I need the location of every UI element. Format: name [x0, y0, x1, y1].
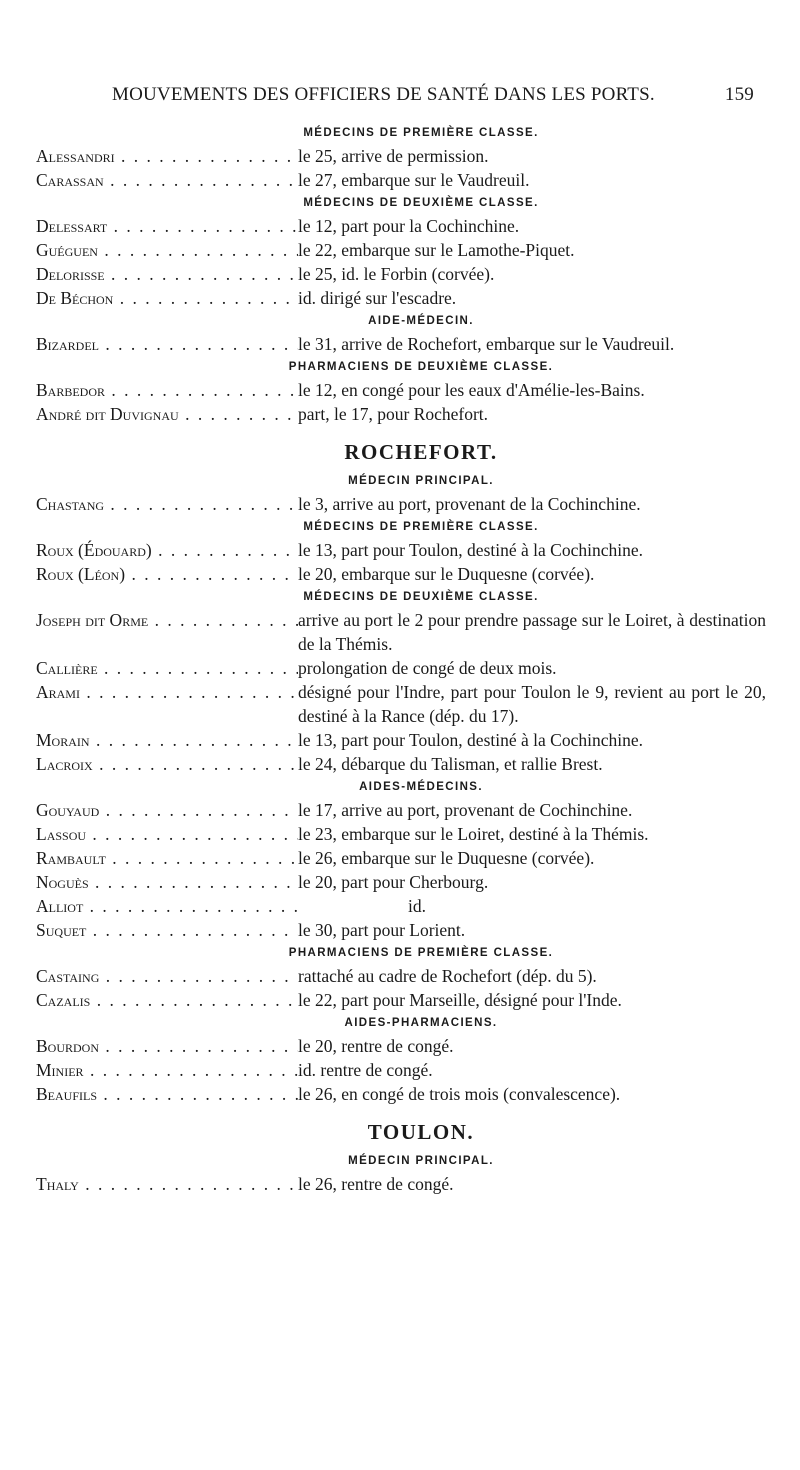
entry-text: le 25, arrive de permission. [298, 146, 489, 166]
officer-name: André dit Duvignau . . . [36, 402, 298, 426]
entry-text: le 24, débarque du Talisman, et rallie Brest. [298, 754, 603, 774]
entry-text: le 23, embarque sur le Loiret, destiné à la Thémis. [298, 824, 649, 844]
entry [36, 492, 766, 516]
officer-name: Roux (Édouard) . . . [36, 538, 298, 562]
entry-text: le 31, arrive de Rochefort, embarque sur le Vaudreuil. [298, 334, 675, 354]
entry [36, 378, 766, 402]
entry [36, 168, 766, 192]
entry [36, 988, 766, 1012]
entry [36, 214, 766, 238]
officer-name: Carassan . . . [36, 168, 298, 192]
entry [36, 402, 766, 426]
entry-text: le 22, embarque sur le Lamothe-Piquet. [298, 240, 575, 260]
entry [36, 846, 766, 870]
entry [36, 894, 766, 918]
officer-name: Barbedor . . . [36, 378, 298, 402]
entry [36, 1172, 766, 1196]
entry [36, 918, 766, 942]
officer-name: Delorisse . . . [36, 262, 298, 286]
officer-name: Roux (Léon) . . . [36, 562, 298, 586]
section-heading: AIDES-MÉDECINS. [359, 781, 483, 793]
entry [36, 608, 766, 656]
entry-text: id. rentre de congé. [298, 1060, 433, 1080]
entry [36, 332, 766, 356]
page-number: 159 [724, 84, 754, 105]
entry-text: le 26, rentre de congé. [298, 1174, 454, 1194]
entry-text: le 27, embarque sur le Vaudreuil. [298, 170, 530, 190]
officer-name: Minier . . . [36, 1058, 298, 1082]
officer-name: Joseph dit Orme . . . [36, 608, 298, 656]
entry [36, 562, 766, 586]
officer-name: Callière . . . [36, 656, 298, 680]
section-heading: AIDES-PHARMACIENS. [344, 1017, 498, 1029]
officer-name: De Béchon . . . [36, 286, 298, 310]
header-title: MOUVEMENTS DES OFFICIERS DE SANTÉ DANS LES PORTS. [112, 84, 655, 105]
officer-name: Castaing . . . [36, 964, 298, 988]
officer-name: Alessandri . . . [36, 144, 298, 168]
officer-name: Rambault . . . [36, 846, 298, 870]
entry [36, 822, 766, 846]
section-heading: AIDE-MÉDECIN. [368, 315, 474, 327]
officer-name: Thaly . . . [36, 1172, 298, 1196]
entry-text: arrive au port le 2 pour prendre passage sur le Loiret, à destination de la Thémis. [298, 610, 766, 654]
section-heading: PHARMACIENS DE DEUXIÈME CLASSE. [288, 361, 554, 373]
page-body [36, 122, 766, 1196]
entry [36, 538, 766, 562]
entry [36, 964, 766, 988]
city-heading: ROCHEFORT. [344, 440, 498, 464]
entry-text: le 3, arrive au port, provenant de la Cochinchine. [298, 494, 641, 514]
officer-name: Beaufils . . . [36, 1082, 298, 1106]
section-heading: MÉDECINS DE PREMIÈRE CLASSE. [303, 127, 539, 139]
entry [36, 1058, 766, 1082]
officer-name: Chastang . . . [36, 492, 298, 516]
section-heading: PHARMACIENS DE PREMIÈRE CLASSE. [288, 947, 554, 959]
officer-name: Suquet . . . [36, 918, 298, 942]
officer-name: Arami . . . [36, 680, 298, 728]
entry [36, 262, 766, 286]
entry [36, 1082, 766, 1106]
section-heading: MÉDECIN PRINCIPAL. [348, 475, 494, 487]
entry-text: part, le 17, pour Rochefort. [298, 404, 489, 424]
entry-text: le 13, part pour Toulon, destiné à la Cochinchine. [298, 730, 643, 750]
section-heading: MÉDECINS DE DEUXIÈME CLASSE. [303, 197, 539, 209]
entry [36, 656, 766, 680]
officer-name: Bizardel . . . [36, 332, 298, 356]
officer-name: Noguès . . . [36, 870, 298, 894]
officer-name: Delessart . . . [36, 214, 298, 238]
entry [36, 144, 766, 168]
entry-text: le 25, id. le Forbin (corvée). [298, 264, 495, 284]
entry-text: le 20, embarque sur le Duquesne (corvée). [298, 564, 595, 584]
entry [36, 728, 766, 752]
entry-text: le 20, rentre de congé. [298, 1036, 454, 1056]
entry-text: id. [408, 896, 426, 916]
entry [36, 798, 766, 822]
entry-text: le 12, en congé pour les eaux d'Amélie-les-Bains. [298, 380, 645, 400]
entry [36, 238, 766, 262]
city-heading: TOULON. [367, 1120, 475, 1144]
officer-name: Morain . . . [36, 728, 298, 752]
entry [36, 752, 766, 776]
officer-name: Cazalis . . . [36, 988, 298, 1012]
officer-name: Gouyaud . . . [36, 798, 298, 822]
entry [36, 1034, 766, 1058]
officer-name: Alliot . . . [36, 894, 298, 918]
entry-text: prolongation de congé de deux mois. [298, 658, 557, 678]
officer-name: Lassou . . . [36, 822, 298, 846]
officer-name: Lacroix . . . [36, 752, 298, 776]
entry-text: rattaché au cadre de Rochefort (dép. du 5). [298, 966, 597, 986]
entry-text: le 26, en congé de trois mois (convalescence). [298, 1084, 621, 1104]
entry-text: le 20, part pour Cherbourg. [298, 872, 489, 892]
officer-name: Bourdon . . . [36, 1034, 298, 1058]
entry-text: le 13, part pour Toulon, destiné à la Cochinchine. [298, 540, 643, 560]
officer-name: Guéguen . . . [36, 238, 298, 262]
entry-text: désigné pour l'Indre, part pour Toulon le 9, revient au port le 20, destiné à la Rance (dép. du 17). [298, 682, 766, 726]
entry-text: id. dirigé sur l'escadre. [298, 288, 457, 308]
entry-text: le 30, part pour Lorient. [298, 920, 466, 940]
section-heading: MÉDECINS DE PREMIÈRE CLASSE. [303, 521, 539, 533]
entry-text: le 22, part pour Marseille, désigné pour l'Inde. [298, 990, 622, 1010]
entry-text: le 17, arrive au port, provenant de Cochinchine. [298, 800, 633, 820]
section-heading: MÉDECINS DE DEUXIÈME CLASSE. [303, 591, 539, 603]
section-heading: MÉDECIN PRINCIPAL. [348, 1155, 494, 1167]
entry-text: le 12, part pour la Cochinchine. [298, 216, 520, 236]
entry [36, 870, 766, 894]
entry [36, 680, 766, 728]
entry-text: le 26, embarque sur le Duquesne (corvée). [298, 848, 595, 868]
entry [36, 286, 766, 310]
